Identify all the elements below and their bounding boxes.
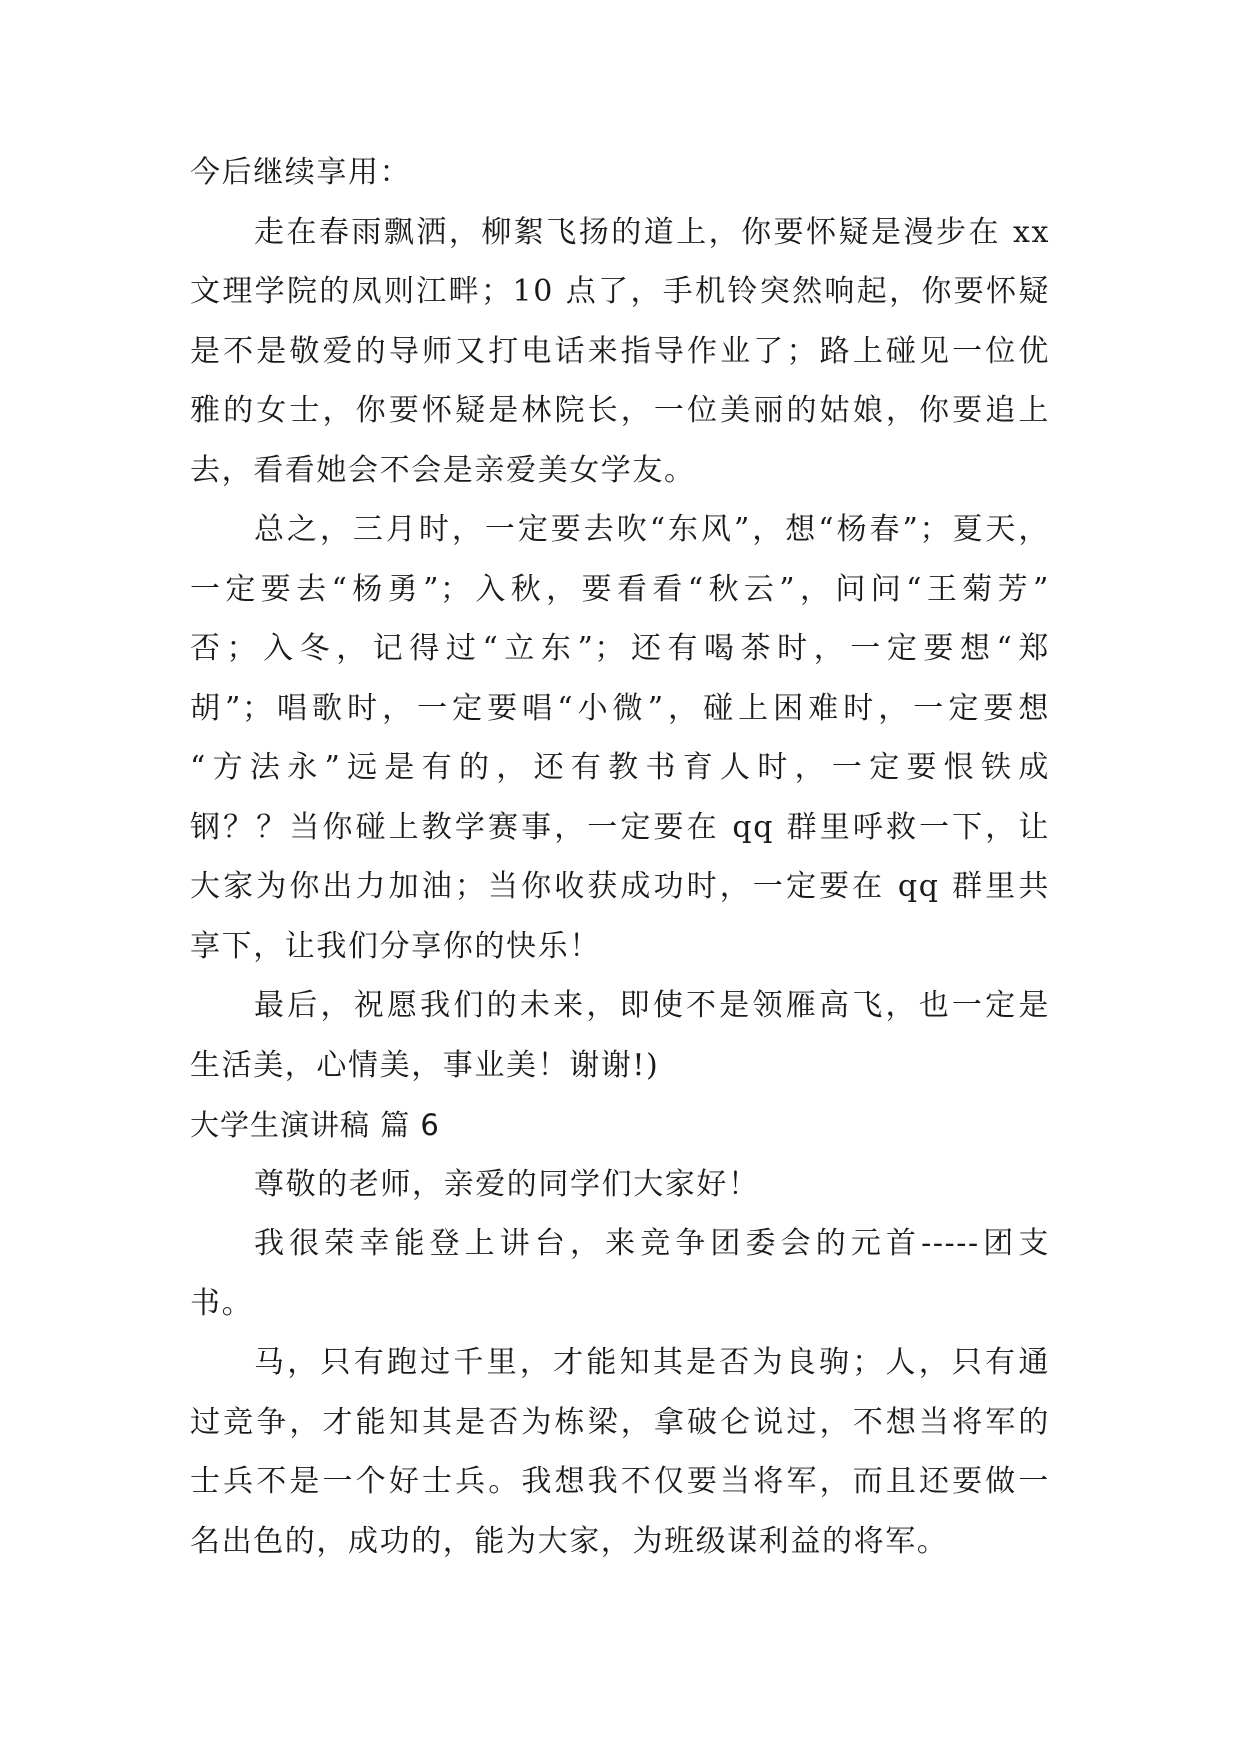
text-line: 雅的女士，你要怀疑是林院长，一位美丽的姑娘，你要追上: [190, 393, 1050, 428]
text-line: 一定要去“杨勇”；入秋，要看看“秋云”，问问“王菊芳”: [190, 571, 1050, 607]
text-line: 走在春雨飘洒，柳絮飞扬的道上，你要怀疑是漫步在 xx: [254, 214, 1050, 250]
text-line: 最后，祝愿我们的未来，即使不是领雁高飞，也一定是: [254, 988, 1050, 1023]
paragraph-block-2: [190, 1166, 1050, 1559]
text-line: 过竞争，才能知其是否为栋梁，拿破仑说过，不想当将军的: [190, 1404, 1050, 1440]
text-line: 我很荣幸能登上讲台，来竞争团委会的元首-----团支: [254, 1226, 1050, 1261]
text-line: 是不是敬爱的导师又打电话来指导作业了；路上碰见一位优: [190, 333, 1050, 369]
text-line: 士兵不是一个好士兵。我想我不仅要当将军，而且还要做一: [190, 1464, 1050, 1499]
text-line: 享下，让我们分享你的快乐！: [190, 928, 601, 964]
document-body: [190, 155, 1050, 1586]
text-line: 尊敬的老师，亲爱的同学们大家好！: [254, 1166, 760, 1202]
text-line: 否；入冬，记得过“立东”；还有喝茶时，一定要想“郑: [190, 631, 1050, 666]
text-line: 生活美，心情美，事业美！谢谢!): [190, 1047, 660, 1083]
text-line: 文理学院的凤则江畔；10 点了，手机铃突然响起，你要怀疑: [190, 274, 1050, 309]
section-heading: 大学生演讲稿 篇 6: [190, 1108, 440, 1142]
text-line: 名出色的，成功的，能为大家，为班级谋利益的将军。: [190, 1523, 949, 1559]
text-line: 今后继续享用：: [190, 155, 412, 190]
text-line: 胡”；唱歌时，一定要唱“小微”，碰上困难时，一定要想: [190, 690, 1050, 726]
text-line: 书。: [190, 1285, 254, 1321]
text-line: 大家为你出力加油；当你收获成功时，一定要在 qq 群里共: [190, 869, 1050, 904]
text-line: 总之，三月时，一定要去吹“东风”，想“杨春”；夏天，: [254, 512, 1050, 547]
text-line: 钢？？当你碰上教学赛事，一定要在 qq 群里呼救一下，让: [190, 809, 1050, 845]
text-line: 马，只有跑过千里，才能知其是否为良驹；人，只有通: [254, 1345, 1050, 1380]
paragraph-block-1: [190, 155, 1050, 1083]
text-line: “方法永”远是有的，还有教书育人时，一定要恨铁成: [190, 750, 1050, 785]
text-line: 去，看看她会不会是亲爱美女学友。: [190, 452, 696, 488]
